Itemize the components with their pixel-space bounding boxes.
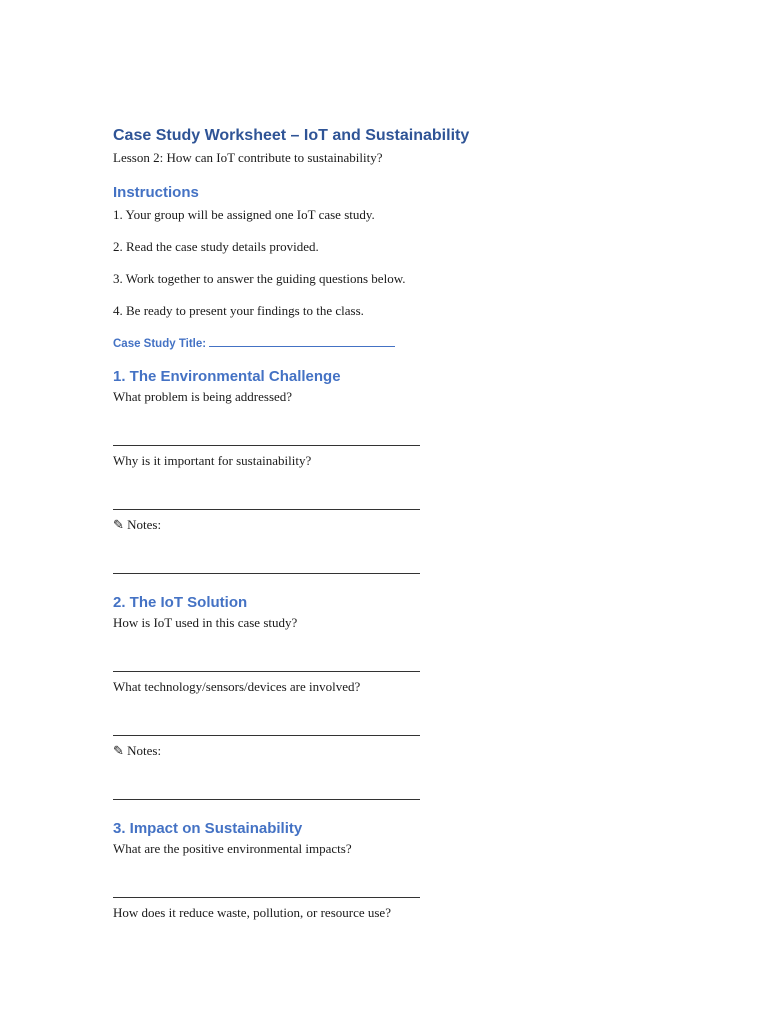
instructions-heading: Instructions bbox=[113, 184, 199, 201]
question: How does it reduce waste, pollution, or resource use? bbox=[113, 905, 391, 920]
instruction-step: 2. Read the case study details provided. bbox=[113, 239, 319, 254]
instruction-step: 4. Be ready to present your findings to the class. bbox=[113, 303, 364, 318]
answer-line[interactable] bbox=[113, 534, 673, 580]
question: What are the positive environmental impacts? bbox=[113, 841, 352, 856]
instruction-step: 3. Work together to answer the guiding questions below. bbox=[113, 271, 406, 286]
case-study-title-label: Case Study Title: bbox=[113, 338, 207, 350]
section-heading-impact-sustainability: 3. Impact on Sustainability bbox=[113, 820, 303, 837]
page-title: Case Study Worksheet – IoT and Sustainability bbox=[113, 127, 470, 144]
answer-line[interactable] bbox=[113, 632, 673, 678]
section-heading-environmental-challenge: 1. The Environmental Challenge bbox=[113, 368, 341, 385]
case-study-title-field[interactable] bbox=[113, 334, 673, 354]
section-heading-iot-solution: 2. The IoT Solution bbox=[113, 594, 248, 611]
answer-line[interactable] bbox=[113, 696, 673, 742]
question: How is IoT used in this case study? bbox=[113, 615, 298, 630]
answer-line[interactable] bbox=[113, 406, 673, 452]
notes-label: ✎ Notes: bbox=[113, 517, 162, 532]
question: What problem is being addressed? bbox=[113, 389, 293, 404]
question: Why is it important for sustainability? bbox=[113, 453, 312, 468]
instruction-step: 1. Your group will be assigned one IoT case study. bbox=[113, 207, 375, 222]
answer-line[interactable] bbox=[113, 858, 673, 904]
answer-line[interactable] bbox=[113, 760, 673, 806]
question: What technology/sensors/devices are involved? bbox=[113, 679, 361, 694]
answer-line[interactable] bbox=[113, 470, 673, 516]
document-body bbox=[113, 124, 673, 922]
lesson-subtitle: Lesson 2: How can IoT contribute to sustainability? bbox=[113, 150, 383, 165]
notes-label: ✎ Notes: bbox=[113, 743, 162, 758]
case-study-title-blank[interactable] bbox=[209, 335, 395, 347]
